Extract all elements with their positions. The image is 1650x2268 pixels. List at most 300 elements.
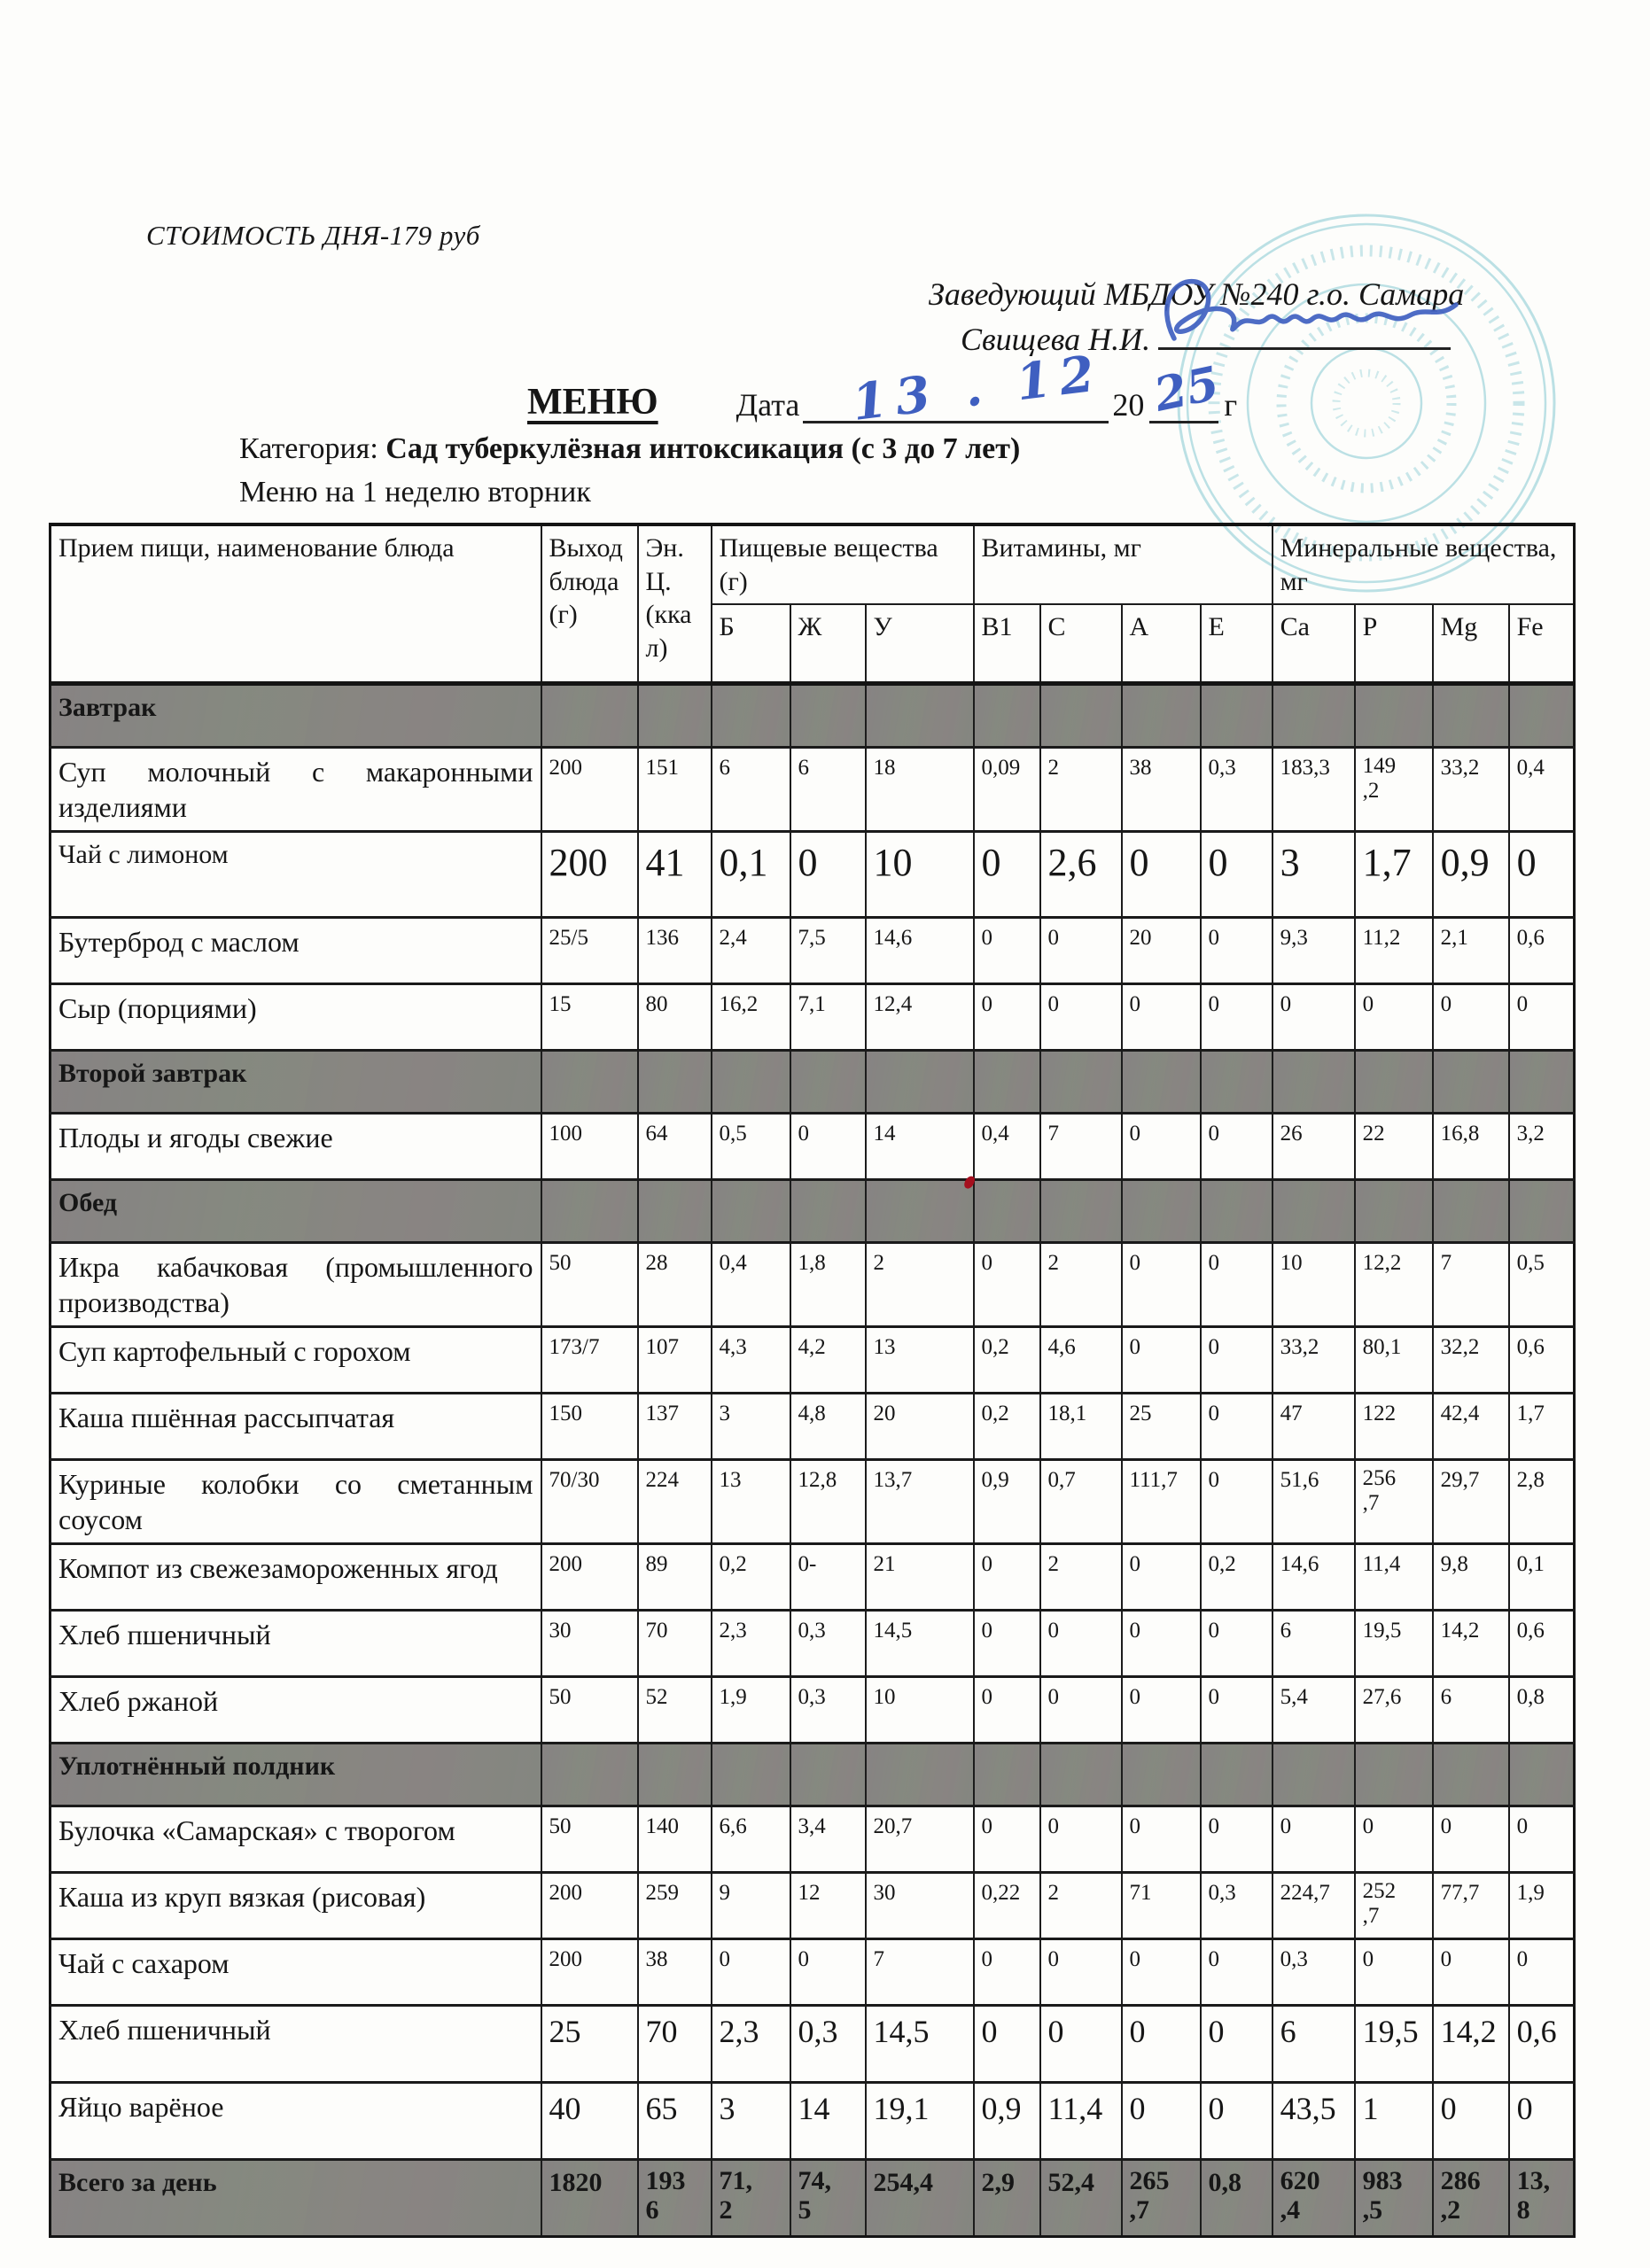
value-cell: 1,9 [1509, 1873, 1575, 1939]
dish-name-cell: Икра кабачковая (промышленного производства) [51, 1243, 541, 1327]
value-cell [541, 684, 638, 748]
value-cell: 40 [541, 2083, 638, 2160]
value-cell: 0 [1433, 1939, 1509, 2006]
header-output: Выход блюда (г) [541, 524, 638, 684]
value-cell: 0 [974, 2006, 1040, 2083]
header-carbs: У [866, 604, 974, 684]
handwritten-date: 13 . 12 [849, 343, 1107, 433]
value-cell: 7,5 [790, 918, 866, 984]
value-cell: 5,4 [1273, 1677, 1355, 1744]
day-cost-line: СТОИМОСТЬ ДНЯ-179 руб [146, 220, 480, 251]
header-e: Е [1201, 604, 1273, 684]
value-cell: 7 [866, 1939, 974, 2006]
value-cell: 0,8 [1509, 1677, 1575, 1744]
header-b1: В1 [974, 604, 1040, 684]
value-cell: 0 [1433, 2083, 1509, 2160]
dish-name-cell: Чай с лимоном [51, 832, 541, 918]
value-cell: 74,5 [790, 2160, 866, 2237]
value-cell: 2,6 [1040, 832, 1122, 918]
value-cell: 0 [974, 1243, 1040, 1327]
value-cell: 51,6 [1273, 1460, 1355, 1544]
dish-name-cell: Яйцо варёное [51, 2083, 541, 2160]
value-cell: 15 [541, 984, 638, 1051]
value-cell: 38 [638, 1939, 712, 2006]
value-cell: 200 [541, 832, 638, 918]
value-cell [541, 1180, 638, 1243]
dish-name-cell: Булочка «Самарская» с творогом [51, 1806, 541, 1873]
value-cell: 620,4 [1273, 2160, 1355, 2237]
dish-name-cell: Сыр (порциями) [51, 984, 541, 1051]
value-cell: 0 [974, 984, 1040, 1051]
value-cell [1122, 684, 1201, 748]
value-cell: 149,2 [1355, 748, 1433, 832]
value-cell: 265,7 [1122, 2160, 1201, 2237]
value-cell: 0,6 [1509, 2006, 1575, 2083]
value-cell: 0 [1355, 1806, 1433, 1873]
value-cell: 3,4 [790, 1806, 866, 1873]
value-cell: 3 [712, 1394, 790, 1460]
dish-name-cell: Хлеб ржаной [51, 1677, 541, 1744]
value-cell: 13,7 [866, 1460, 974, 1544]
value-cell: 0,2 [712, 1544, 790, 1611]
official-block [929, 275, 1584, 360]
value-cell: 25 [541, 2006, 638, 2083]
year-prefix: 20 [1112, 387, 1145, 423]
value-cell: 2 [1040, 1243, 1122, 1327]
value-cell: 6 [1273, 1611, 1355, 1677]
date-blank-line [803, 343, 1109, 433]
value-cell [974, 684, 1040, 748]
value-cell: 50 [541, 1677, 638, 1744]
value-cell: 0 [1201, 832, 1273, 918]
header-fe: Fe [1509, 604, 1575, 684]
value-cell: 0 [1122, 1544, 1201, 1611]
official-name: Свищева Н.И. [961, 322, 1151, 357]
value-cell [712, 1744, 790, 1806]
value-cell: 0 [974, 1544, 1040, 1611]
dish-name-cell: Всего за день [51, 2160, 541, 2237]
value-cell: 0 [1040, 984, 1122, 1051]
value-cell: 0 [1201, 984, 1273, 1051]
value-cell: 0 [1122, 1327, 1201, 1394]
menu-item-row [51, 1460, 1575, 1544]
value-cell [712, 1180, 790, 1243]
value-cell: 224,7 [1273, 1873, 1355, 1939]
value-cell: 0 [1122, 1114, 1201, 1180]
header-fat: Ж [790, 604, 866, 684]
value-cell: 0 [1201, 1243, 1273, 1327]
dish-name-cell: Каша пшённая рассыпчатая [51, 1394, 541, 1460]
value-cell: 11,4 [1040, 2083, 1122, 2160]
value-cell: 0,5 [1509, 1243, 1575, 1327]
value-cell: 43,5 [1273, 2083, 1355, 2160]
value-cell: 47 [1273, 1394, 1355, 1460]
value-cell: 0 [1201, 918, 1273, 984]
value-cell: 27,6 [1355, 1677, 1433, 1744]
value-cell: 0 [1355, 1939, 1433, 2006]
value-cell [974, 1051, 1040, 1114]
value-cell [1433, 684, 1509, 748]
value-cell: 286,2 [1433, 2160, 1509, 2237]
value-cell: 3 [712, 2083, 790, 2160]
value-cell: 32,2 [1433, 1327, 1509, 1394]
category-line [239, 432, 1020, 466]
value-cell: 64 [638, 1114, 712, 1180]
value-cell: 0 [1122, 832, 1201, 918]
value-cell: 42,4 [1433, 1394, 1509, 1460]
value-cell: 0 [1433, 1806, 1509, 1873]
value-cell: 29,7 [1433, 1460, 1509, 1544]
section-row [51, 1180, 1575, 1243]
value-cell: 4,2 [790, 1327, 866, 1394]
value-cell: 0 [1201, 1806, 1273, 1873]
dish-name-cell: Компот из свежезамороженных ягод [51, 1544, 541, 1611]
value-cell: 14,2 [1433, 1611, 1509, 1677]
value-cell [1122, 1051, 1201, 1114]
value-cell: 7 [1433, 1243, 1509, 1327]
value-cell: 0 [1122, 1611, 1201, 1677]
value-cell: 0,09 [974, 748, 1040, 832]
dish-name-cell: Суп картофельный с горохом [51, 1327, 541, 1394]
value-cell: 0 [974, 1939, 1040, 2006]
dish-name-cell: Завтрак [51, 684, 541, 748]
menu-item-row [51, 984, 1575, 1051]
value-cell: 0 [1201, 1327, 1273, 1394]
value-cell: 12,4 [866, 984, 974, 1051]
value-cell: 1936 [638, 2160, 712, 2237]
value-cell: 183,3 [1273, 748, 1355, 832]
value-cell: 0,9 [974, 1460, 1040, 1544]
value-cell [1201, 1744, 1273, 1806]
value-cell [638, 1051, 712, 1114]
value-cell: 0 [1040, 1611, 1122, 1677]
value-cell [974, 1744, 1040, 1806]
value-cell [541, 1744, 638, 1806]
value-cell: 6 [790, 748, 866, 832]
value-cell [1201, 684, 1273, 748]
value-cell: 4,8 [790, 1394, 866, 1460]
value-cell: 0 [1509, 1939, 1575, 2006]
value-cell: 0,3 [790, 1611, 866, 1677]
value-cell: 0 [790, 1939, 866, 2006]
value-cell: 0 [712, 1939, 790, 2006]
value-cell: 2,8 [1509, 1460, 1575, 1544]
value-cell: 18 [866, 748, 974, 832]
value-cell: 0 [974, 918, 1040, 984]
value-cell [1040, 1744, 1122, 1806]
menu-item-row [51, 1327, 1575, 1394]
menu-item-row [51, 1394, 1575, 1460]
value-cell: 256,7 [1355, 1460, 1433, 1544]
value-cell [974, 1180, 1040, 1243]
value-cell: 9,3 [1273, 918, 1355, 984]
year-blank-line [1149, 356, 1225, 423]
value-cell [790, 1180, 866, 1243]
value-cell [1040, 684, 1122, 748]
menu-item-row [51, 1806, 1575, 1873]
value-cell: 2 [866, 1243, 974, 1327]
value-cell: 0,2 [974, 1327, 1040, 1394]
value-cell: 21 [866, 1544, 974, 1611]
value-cell: 140 [638, 1806, 712, 1873]
value-cell: 11,4 [1355, 1544, 1433, 1611]
value-cell: 1820 [541, 2160, 638, 2237]
value-cell: 100 [541, 1114, 638, 1180]
value-cell: 41 [638, 832, 712, 918]
dish-name-cell: Уплотнённый полдник [51, 1744, 541, 1806]
value-cell: 10 [1273, 1243, 1355, 1327]
value-cell: 0 [790, 1114, 866, 1180]
value-cell: 19,1 [866, 2083, 974, 2160]
value-cell [866, 1744, 974, 1806]
menu-item-row [51, 1677, 1575, 1744]
value-cell: 1,9 [712, 1677, 790, 1744]
value-cell: 26 [1273, 1114, 1355, 1180]
value-cell: 14,5 [866, 2006, 974, 2083]
value-cell: 254,4 [866, 2160, 974, 2237]
value-cell: 151 [638, 748, 712, 832]
value-cell: 0,3 [790, 2006, 866, 2083]
value-cell: 65 [638, 2083, 712, 2160]
value-cell: 0 [1040, 1806, 1122, 1873]
value-cell: 25 [1122, 1394, 1201, 1460]
value-cell: 0,2 [1201, 1544, 1273, 1611]
value-cell: 0,5 [712, 1114, 790, 1180]
value-cell: 0,3 [1201, 1873, 1273, 1939]
value-cell: 3,2 [1509, 1114, 1575, 1180]
value-cell: 0 [1122, 2006, 1201, 2083]
header-vitamins-group: Витамины, мг [974, 524, 1273, 604]
value-cell [1040, 1180, 1122, 1243]
menu-title-row [527, 343, 1238, 433]
value-cell: 70 [638, 2006, 712, 2083]
value-cell: 80,1 [1355, 1327, 1433, 1394]
value-cell: 14,6 [866, 918, 974, 984]
value-cell: 0,6 [1509, 918, 1575, 984]
value-cell: 10 [866, 832, 974, 918]
value-cell: 0 [1433, 984, 1509, 1051]
dish-name-cell: Обед [51, 1180, 541, 1243]
value-cell [1433, 1744, 1509, 1806]
value-cell [1509, 1744, 1575, 1806]
value-cell: 2,9 [974, 2160, 1040, 2237]
value-cell: 7,1 [790, 984, 866, 1051]
year-suffix: г [1224, 387, 1238, 423]
value-cell: 33,2 [1433, 748, 1509, 832]
value-cell: 0,8 [1201, 2160, 1273, 2237]
value-cell: 20,7 [866, 1806, 974, 1873]
value-cell: 50 [541, 1806, 638, 1873]
value-cell: 89 [638, 1544, 712, 1611]
value-cell: 70/30 [541, 1460, 638, 1544]
header-nutrients-group: Пищевые вещества (г) [712, 524, 974, 604]
value-cell: 0 [1273, 1806, 1355, 1873]
value-cell: 1,7 [1355, 832, 1433, 918]
value-cell: 25/5 [541, 918, 638, 984]
value-cell: 0 [1122, 1677, 1201, 1744]
value-cell: 9,8 [1433, 1544, 1509, 1611]
value-cell: 983,5 [1355, 2160, 1433, 2237]
value-cell: 0,1 [1509, 1544, 1575, 1611]
value-cell [1273, 1051, 1355, 1114]
value-cell: 13 [712, 1460, 790, 1544]
value-cell: 200 [541, 1544, 638, 1611]
value-cell: 0,3 [790, 1677, 866, 1744]
menu-item-row [51, 1114, 1575, 1180]
value-cell [1355, 1051, 1433, 1114]
date-label: Дата [735, 387, 800, 423]
value-cell: 224 [638, 1460, 712, 1544]
value-cell: 16,2 [712, 984, 790, 1051]
header-p: P [1355, 604, 1433, 684]
value-cell: 0 [1122, 1243, 1201, 1327]
value-cell: 70 [638, 1611, 712, 1677]
value-cell: 19,5 [1355, 2006, 1433, 2083]
value-cell: 0 [1201, 2006, 1273, 2083]
value-cell: 1,7 [1509, 1394, 1575, 1460]
value-cell: 30 [866, 1873, 974, 1939]
header-energy: Эн. Ц. (ккал) [638, 524, 712, 684]
value-cell: 136 [638, 918, 712, 984]
value-cell [1201, 1051, 1273, 1114]
value-cell: 0 [1122, 1806, 1201, 1873]
value-cell: 0 [1122, 984, 1201, 1051]
value-cell: 52,4 [1040, 2160, 1122, 2237]
value-cell [638, 1180, 712, 1243]
value-cell: 0 [974, 1806, 1040, 1873]
value-cell: 111,7 [1122, 1460, 1201, 1544]
value-cell: 0- [790, 1544, 866, 1611]
value-cell [790, 1051, 866, 1114]
header-c: С [1040, 604, 1122, 684]
dish-name-cell: Второй завтрак [51, 1051, 541, 1114]
menu-item-row [51, 1611, 1575, 1677]
value-cell: 0,9 [1433, 832, 1509, 918]
value-cell: 52 [638, 1677, 712, 1744]
value-cell: 0 [1040, 1939, 1122, 2006]
dish-name-cell: Чай с сахаром [51, 1939, 541, 2006]
value-cell: 137 [638, 1394, 712, 1460]
value-cell: 0 [1355, 984, 1433, 1051]
value-cell: 0 [790, 832, 866, 918]
value-cell: 0 [1273, 984, 1355, 1051]
header-ca: Ca [1273, 604, 1355, 684]
value-cell [1355, 1180, 1433, 1243]
value-cell: 12,2 [1355, 1243, 1433, 1327]
value-cell: 2,4 [712, 918, 790, 984]
value-cell: 14,2 [1433, 2006, 1509, 2083]
menu-item-row [51, 1544, 1575, 1611]
value-cell: 38 [1122, 748, 1201, 832]
dish-name-cell: Хлеб пшеничный [51, 1611, 541, 1677]
value-cell: 22 [1355, 1114, 1433, 1180]
value-cell: 122 [1355, 1394, 1433, 1460]
value-cell: 12,8 [790, 1460, 866, 1544]
official-title: Заведующий МБДОУ №240 г.о. Самара [929, 276, 1465, 312]
value-cell: 13 [866, 1327, 974, 1394]
value-cell [866, 684, 974, 748]
value-cell: 0 [974, 1677, 1040, 1744]
value-cell [790, 684, 866, 748]
signature-line [1158, 338, 1451, 350]
value-cell: 16,8 [1433, 1114, 1509, 1180]
header-mg: Mg [1433, 604, 1509, 684]
dish-name-cell: Каша из круп вязкая (рисовая) [51, 1873, 541, 1939]
value-cell [541, 1051, 638, 1114]
dish-name-cell: Куриные колобки со сметанным соусом [51, 1460, 541, 1544]
header-minerals-group: Минеральные вещества, мг [1273, 524, 1575, 604]
menu-item-row [51, 918, 1575, 984]
value-cell [1433, 1180, 1509, 1243]
dish-name-cell: Хлеб пшеничный [51, 2006, 541, 2083]
section-row [51, 684, 1575, 748]
value-cell: 150 [541, 1394, 638, 1460]
value-cell: 71,2 [712, 2160, 790, 2237]
value-cell: 19,5 [1355, 1611, 1433, 1677]
value-cell: 0,6 [1509, 1611, 1575, 1677]
section-row [51, 1744, 1575, 1806]
value-cell [1040, 1051, 1122, 1114]
value-cell: 6 [712, 748, 790, 832]
section-row [51, 1051, 1575, 1114]
value-cell: 14 [866, 1114, 974, 1180]
value-cell: 0,2 [974, 1394, 1040, 1460]
value-cell: 0 [1040, 2006, 1122, 2083]
signature [1140, 269, 1477, 367]
value-cell: 14,5 [866, 1611, 974, 1677]
value-cell: 0,4 [974, 1114, 1040, 1180]
value-cell [1273, 1744, 1355, 1806]
menu-item-row [51, 1873, 1575, 1939]
menu-item-row [51, 748, 1575, 832]
value-cell: 6 [1433, 1677, 1509, 1744]
value-cell: 0 [974, 1611, 1040, 1677]
value-cell: 10 [866, 1677, 974, 1744]
value-cell [1273, 1180, 1355, 1243]
value-cell: 0 [1509, 984, 1575, 1051]
header-a: А [1122, 604, 1201, 684]
menu-item-row [51, 1939, 1575, 2006]
week-line: Меню на 1 неделю вторник [239, 476, 591, 509]
value-cell: 0,6 [1509, 1327, 1575, 1394]
menu-item-row [51, 1243, 1575, 1327]
menu-title: МЕНЮ [527, 382, 658, 423]
value-cell: 33,2 [1273, 1327, 1355, 1394]
value-cell: 50 [541, 1243, 638, 1327]
value-cell: 0,9 [974, 2083, 1040, 2160]
value-cell: 4,3 [712, 1327, 790, 1394]
value-cell: 14,6 [1273, 1544, 1355, 1611]
value-cell [1355, 684, 1433, 748]
value-cell: 2 [1040, 1873, 1122, 1939]
value-cell: 77,7 [1433, 1873, 1509, 1939]
value-cell: 0 [1201, 1611, 1273, 1677]
value-cell [1122, 1180, 1201, 1243]
value-cell: 0 [1040, 1677, 1122, 1744]
menu-item-row [51, 2006, 1575, 2083]
value-cell: 0 [1509, 2083, 1575, 2160]
value-cell: 0,4 [712, 1243, 790, 1327]
dish-name-cell: Бутерброд с маслом [51, 918, 541, 984]
value-cell [638, 684, 712, 748]
value-cell: 20 [866, 1394, 974, 1460]
value-cell: 20 [1122, 918, 1201, 984]
value-cell: 0 [1201, 2083, 1273, 2160]
value-cell [1509, 1180, 1575, 1243]
value-cell: 7 [1040, 1114, 1122, 1180]
value-cell: 0 [1122, 1939, 1201, 2006]
value-cell: 0 [1201, 1939, 1273, 2006]
